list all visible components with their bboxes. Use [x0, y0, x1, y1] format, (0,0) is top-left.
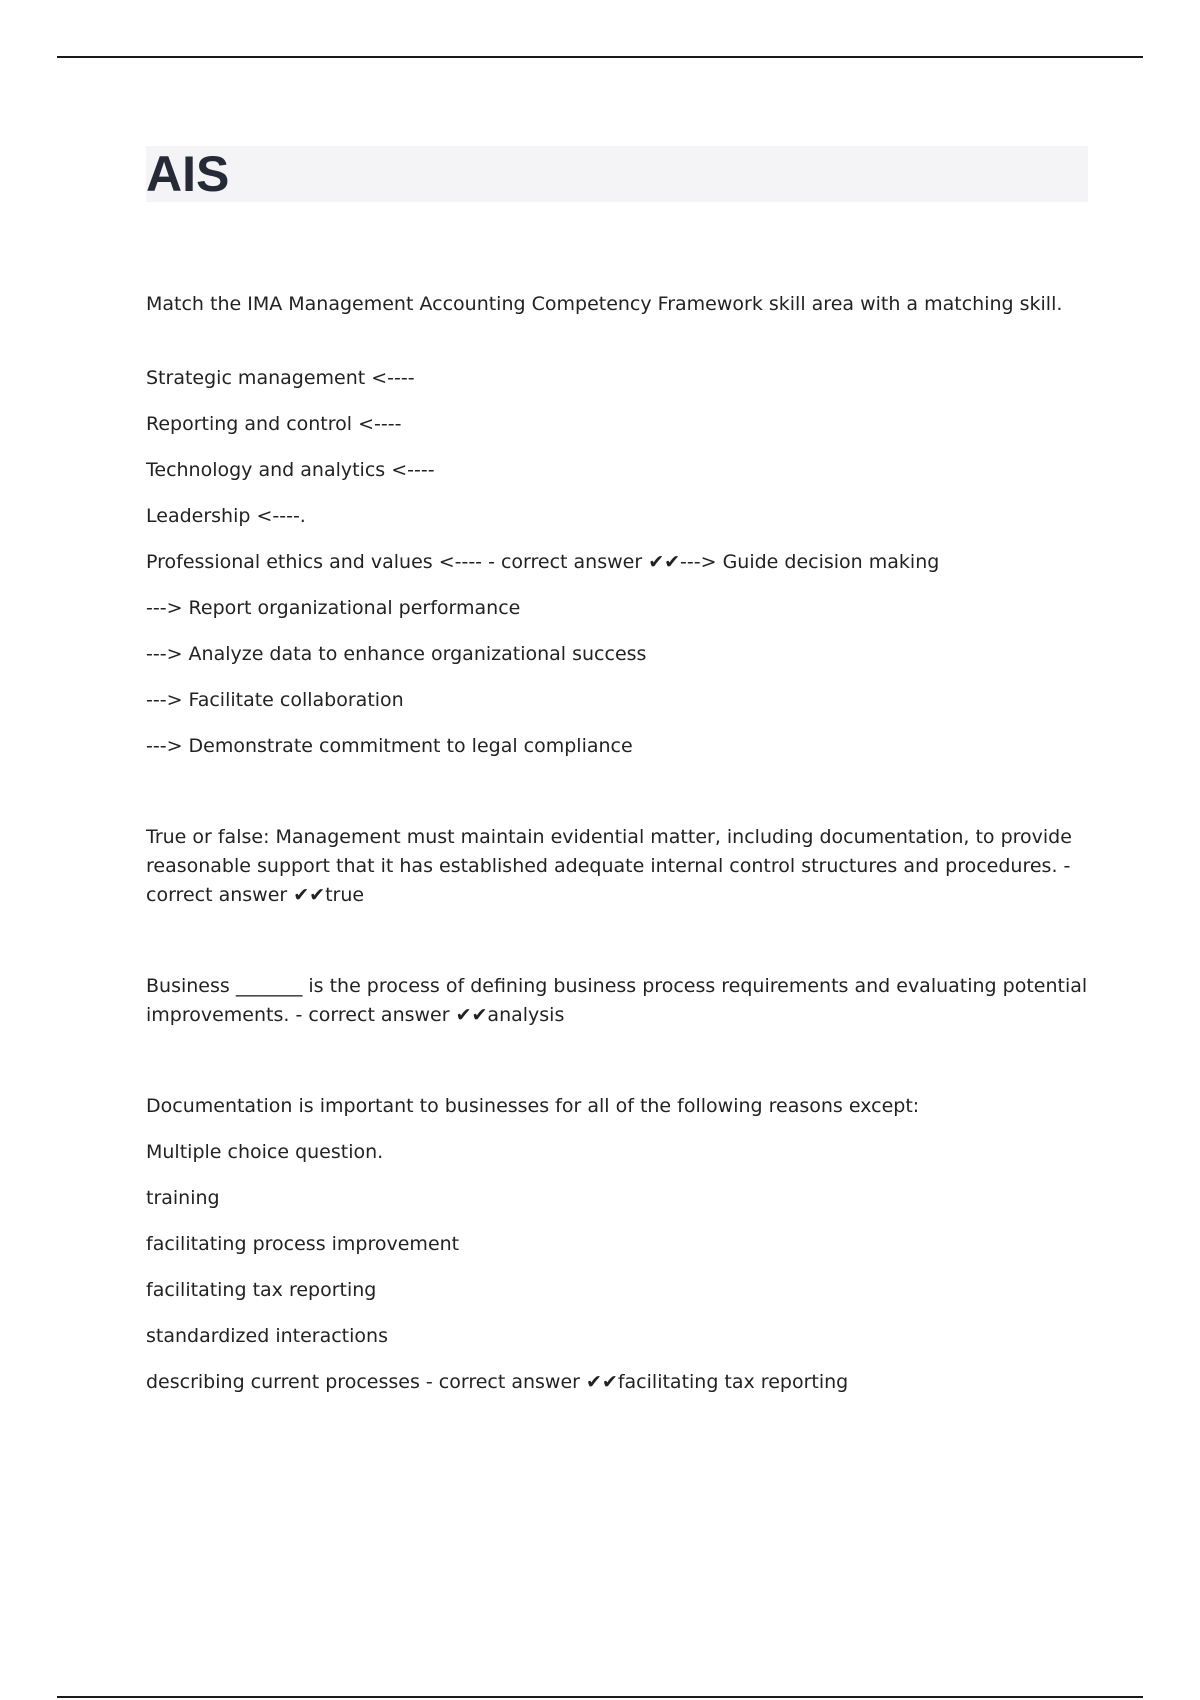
answer-option: facilitating tax reporting [146, 1279, 377, 1301]
question-multiple-choice [146, 1092, 1096, 1397]
answer-option: facilitating process improvement [146, 1233, 460, 1255]
answer-option: training [146, 1187, 220, 1209]
bottom-divider [57, 1696, 1143, 1698]
list-item: ---> Report organizational performance [146, 597, 521, 619]
answer-option: standardized interactions [146, 1325, 388, 1347]
list-item: Leadership <----. [146, 505, 306, 527]
document-title: AIS [146, 146, 230, 202]
list-item: Professional ethics and values <---- - correct answer ✔✔---> Guide decision making [146, 551, 940, 573]
title-banner [146, 146, 1088, 202]
question-text: True or false: Management must maintain evidential matter, including documentation, to provide reasonable support that it has established adequate internal control structures and procedures. - correct answer ✔✔true [146, 826, 1072, 906]
top-divider [57, 56, 1143, 58]
question-text: Business _______ is the process of defining business process requirements and evaluating potential improvements. - correct answer ✔✔analysis [146, 975, 1088, 1026]
list-item: ---> Analyze data to enhance organizational success [146, 643, 647, 665]
question-prompt: Match the IMA Management Accounting Competency Framework skill area with a matching skill. [146, 293, 1063, 315]
list-item: ---> Facilitate collaboration [146, 689, 404, 711]
question-matching [146, 290, 1096, 761]
list-item: Reporting and control <---- [146, 413, 402, 435]
list-item: ---> Demonstrate commitment to legal compliance [146, 735, 633, 757]
question-true-false [146, 823, 1096, 910]
document-body [146, 290, 1096, 1397]
question-type: Multiple choice question. [146, 1141, 384, 1163]
list-item: Strategic management <---- [146, 367, 415, 389]
question-fill-blank [146, 972, 1096, 1030]
list-item: Technology and analytics <---- [146, 459, 435, 481]
question-prompt: Documentation is important to businesses for all of the following reasons except: [146, 1095, 920, 1117]
answer-option: describing current processes - correct answer ✔✔facilitating tax reporting [146, 1371, 849, 1393]
